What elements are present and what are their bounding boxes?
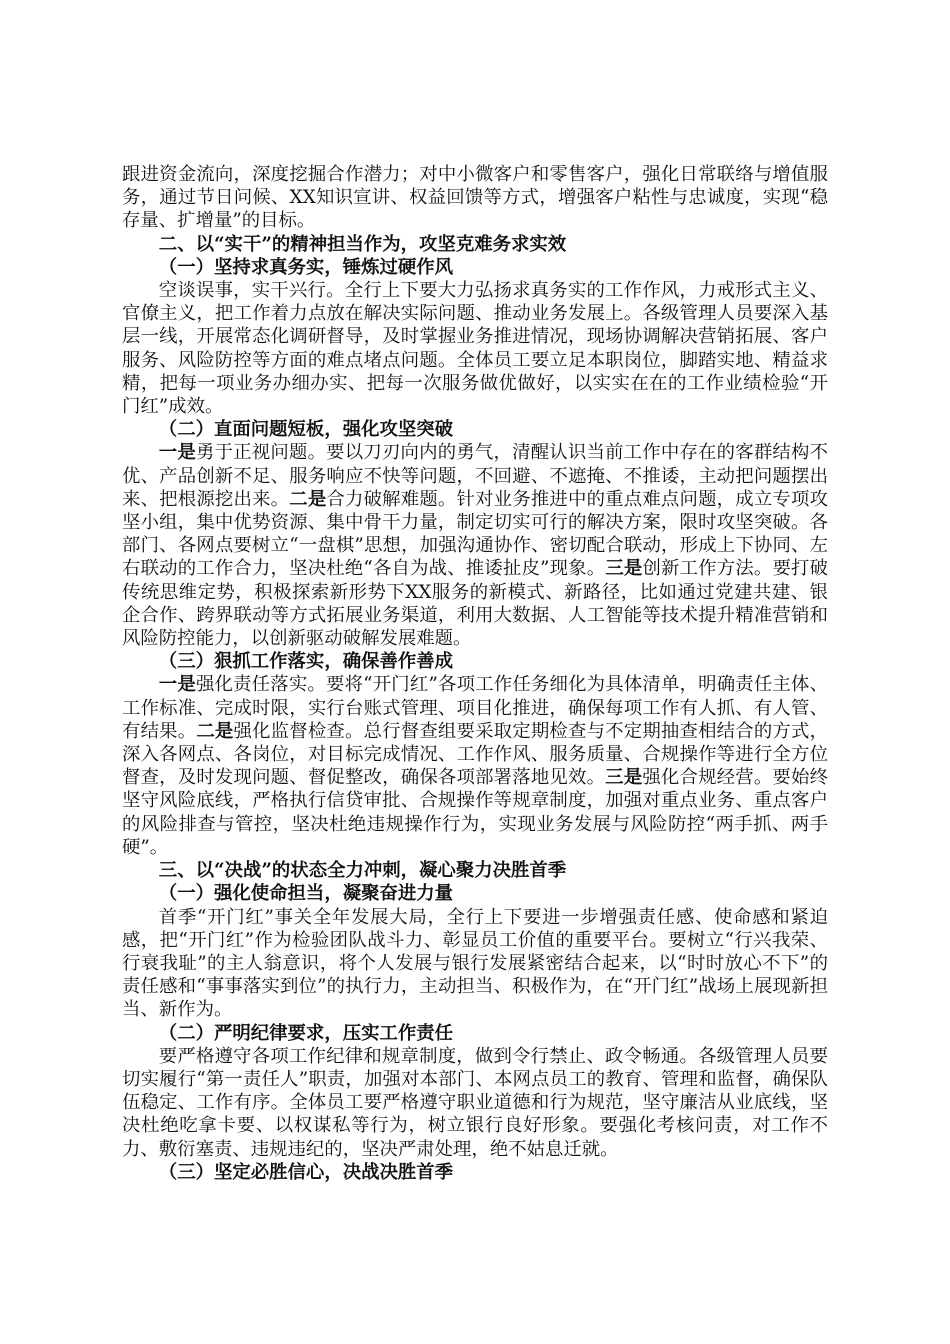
intro-paragraph: 跟进资金流向，深度挖掘合作潜力；对中小微客户和零售客户，强化日常联络与增值服务，通过节日问候、XX知识宣讲、权益回馈等方式，增强客户粘性与忠诚度，实现“稳存量、扩增量”的目标。 — [122, 164, 828, 232]
paragraph-2-3 — [122, 673, 828, 859]
text-first: 勇于正视问题。要以刀刃向内的勇气，清醒认识当前工作中存在的客群结构不优、产品创新不足、服务响应不快等问题，不回避、不遮掩、不推诿，主动把问题摆出来、把根源挖出来。 — [122, 442, 828, 510]
text-third: 强化合规经营。要始终坚守风险底线，严格执行信贷审批、合规操作等规章制度，加强对重点业务、重点客户的风险排查与管控，坚决杜绝违规操作行为，实现业务发展与风险防控“两手抓、两手硬”。 — [122, 767, 828, 858]
text-second: 强化监督检查。总行督查组要采取定期检查与不定期抽查相结合的方式，深入各网点、各岗位，对目标完成情况、工作作风、服务质量、合规操作等进行全方位督查，及时发现问题、督促整改，确保各项部署落地见效。 — [122, 720, 828, 789]
text-third: 创新工作方法。要打破传统思维定势，积极探索新形势下XX服务的新模式、新路径，比如通过党建共建、银企合作、跨界联动等方式拓展业务渠道，利用大数据、人工智能等技术提升精准营销和风险防控能力，以创新驱动破解发展难题。 — [122, 558, 828, 650]
subsection-heading-2-1: （一）坚持求真务实，锤炼过硬作风 — [158, 256, 454, 278]
paragraph-3-1: 首季“开门红”事关全年发展大局，全行上下要进一步增强责任感、使命感和紧迫感，把“开门红”作为检验团队战斗力、彰显员工价值的重要平台。要树立“行兴我荣、行衰我耻”的主人翁意识，将个人发展与银行发展紧密结合起来，以“时时放心不下”的责任感和“事事落实到位”的执行力，主动担当、积极作为，在“开门红”战场上展现新担当、新作为。 — [122, 906, 828, 1021]
section-heading-3: 三、以“决战”的状态全力冲刺，凝心聚力决胜首季 — [158, 860, 567, 882]
subsection-heading-2-3: （三）狠抓工作落实，确保善作善成 — [158, 651, 454, 673]
subsection-heading-3-1: （一）强化使命担当，凝聚奋进力量 — [158, 883, 454, 905]
paragraph-2-2 — [122, 441, 828, 650]
paragraph-3-2: 要严格遵守各项工作纪律和规章制度，做到令行禁止、政令畅通。各级管理人员要切实履行“第一责任人”职责，加强对本部门、本网点员工的教育、管理和监督，确保队伍稳定、工作有序。全体员工要严格遵守职业道德和行为规范，坚守廉洁从业底线，坚决杜绝吃拿卡要、以权谋私等行为，树立银行良好形象。要强化考核问责，对工作不力、敷衍塞责、违规违纪的，坚决严肃处理，绝不姑息迁就。 — [122, 1045, 828, 1160]
lead-first: 一是 — [158, 674, 196, 696]
lead-third: 三是 — [605, 558, 643, 580]
subsection-heading-3-3: （三）坚定必胜信心，决战决胜首季 — [158, 1161, 454, 1183]
paragraph-2-1: 空谈误事，实干兴行。全行上下要大力弘扬求真务实的工作作风，力戒形式主义、官僚主义，把工作着力点放在解决实际问题、推动业务发展上。各级管理人员要深入基层一线，开展常态化调研督导，及时掌握业务推进情况，现场协调解决营销拓展、客户服务、风险防控等方面的难点堵点问题。全体员工要立足本职岗位，脚踏实地、精益求精，把每一项业务办细办实、把每一次服务做优做好，以实实在在的工作业绩检验“开门红”成效。 — [122, 280, 828, 418]
lead-first: 一是 — [158, 442, 196, 464]
text-first: 强化责任落实。要将“开门红”各项工作任务细化为具体清单，明确责任主体、工作标准、完成时限，实行台账式管理、项目化推进，确保每项工作有人抓、有人管、有结果。 — [122, 674, 828, 742]
text-second: 合力破解难题。针对业务推进中的重点难点问题，成立专项攻坚小组，集中优势资源、集中骨干力量，制定切实可行的解决方案，限时攻坚突破。各部门、各网点要树立“一盘棋”思想，加强沟通协作、密切配合联动，形成上下协同、左右联动的工作合力，坚决杜绝“各自为战、推诿扯皮”现象。 — [122, 488, 828, 580]
lead-second: 二是 — [289, 488, 327, 510]
lead-second: 二是 — [196, 720, 234, 742]
section-heading-2: 二、以“实干”的精神担当作为，攻坚克难务求实效 — [158, 233, 567, 255]
subsection-heading-2-2: （二）直面问题短板，强化攻坚突破 — [158, 419, 454, 441]
lead-third: 三是 — [605, 767, 643, 789]
document-body — [122, 163, 828, 1184]
subsection-heading-3-2: （二）严明纪律要求，压实工作责任 — [158, 1022, 454, 1044]
